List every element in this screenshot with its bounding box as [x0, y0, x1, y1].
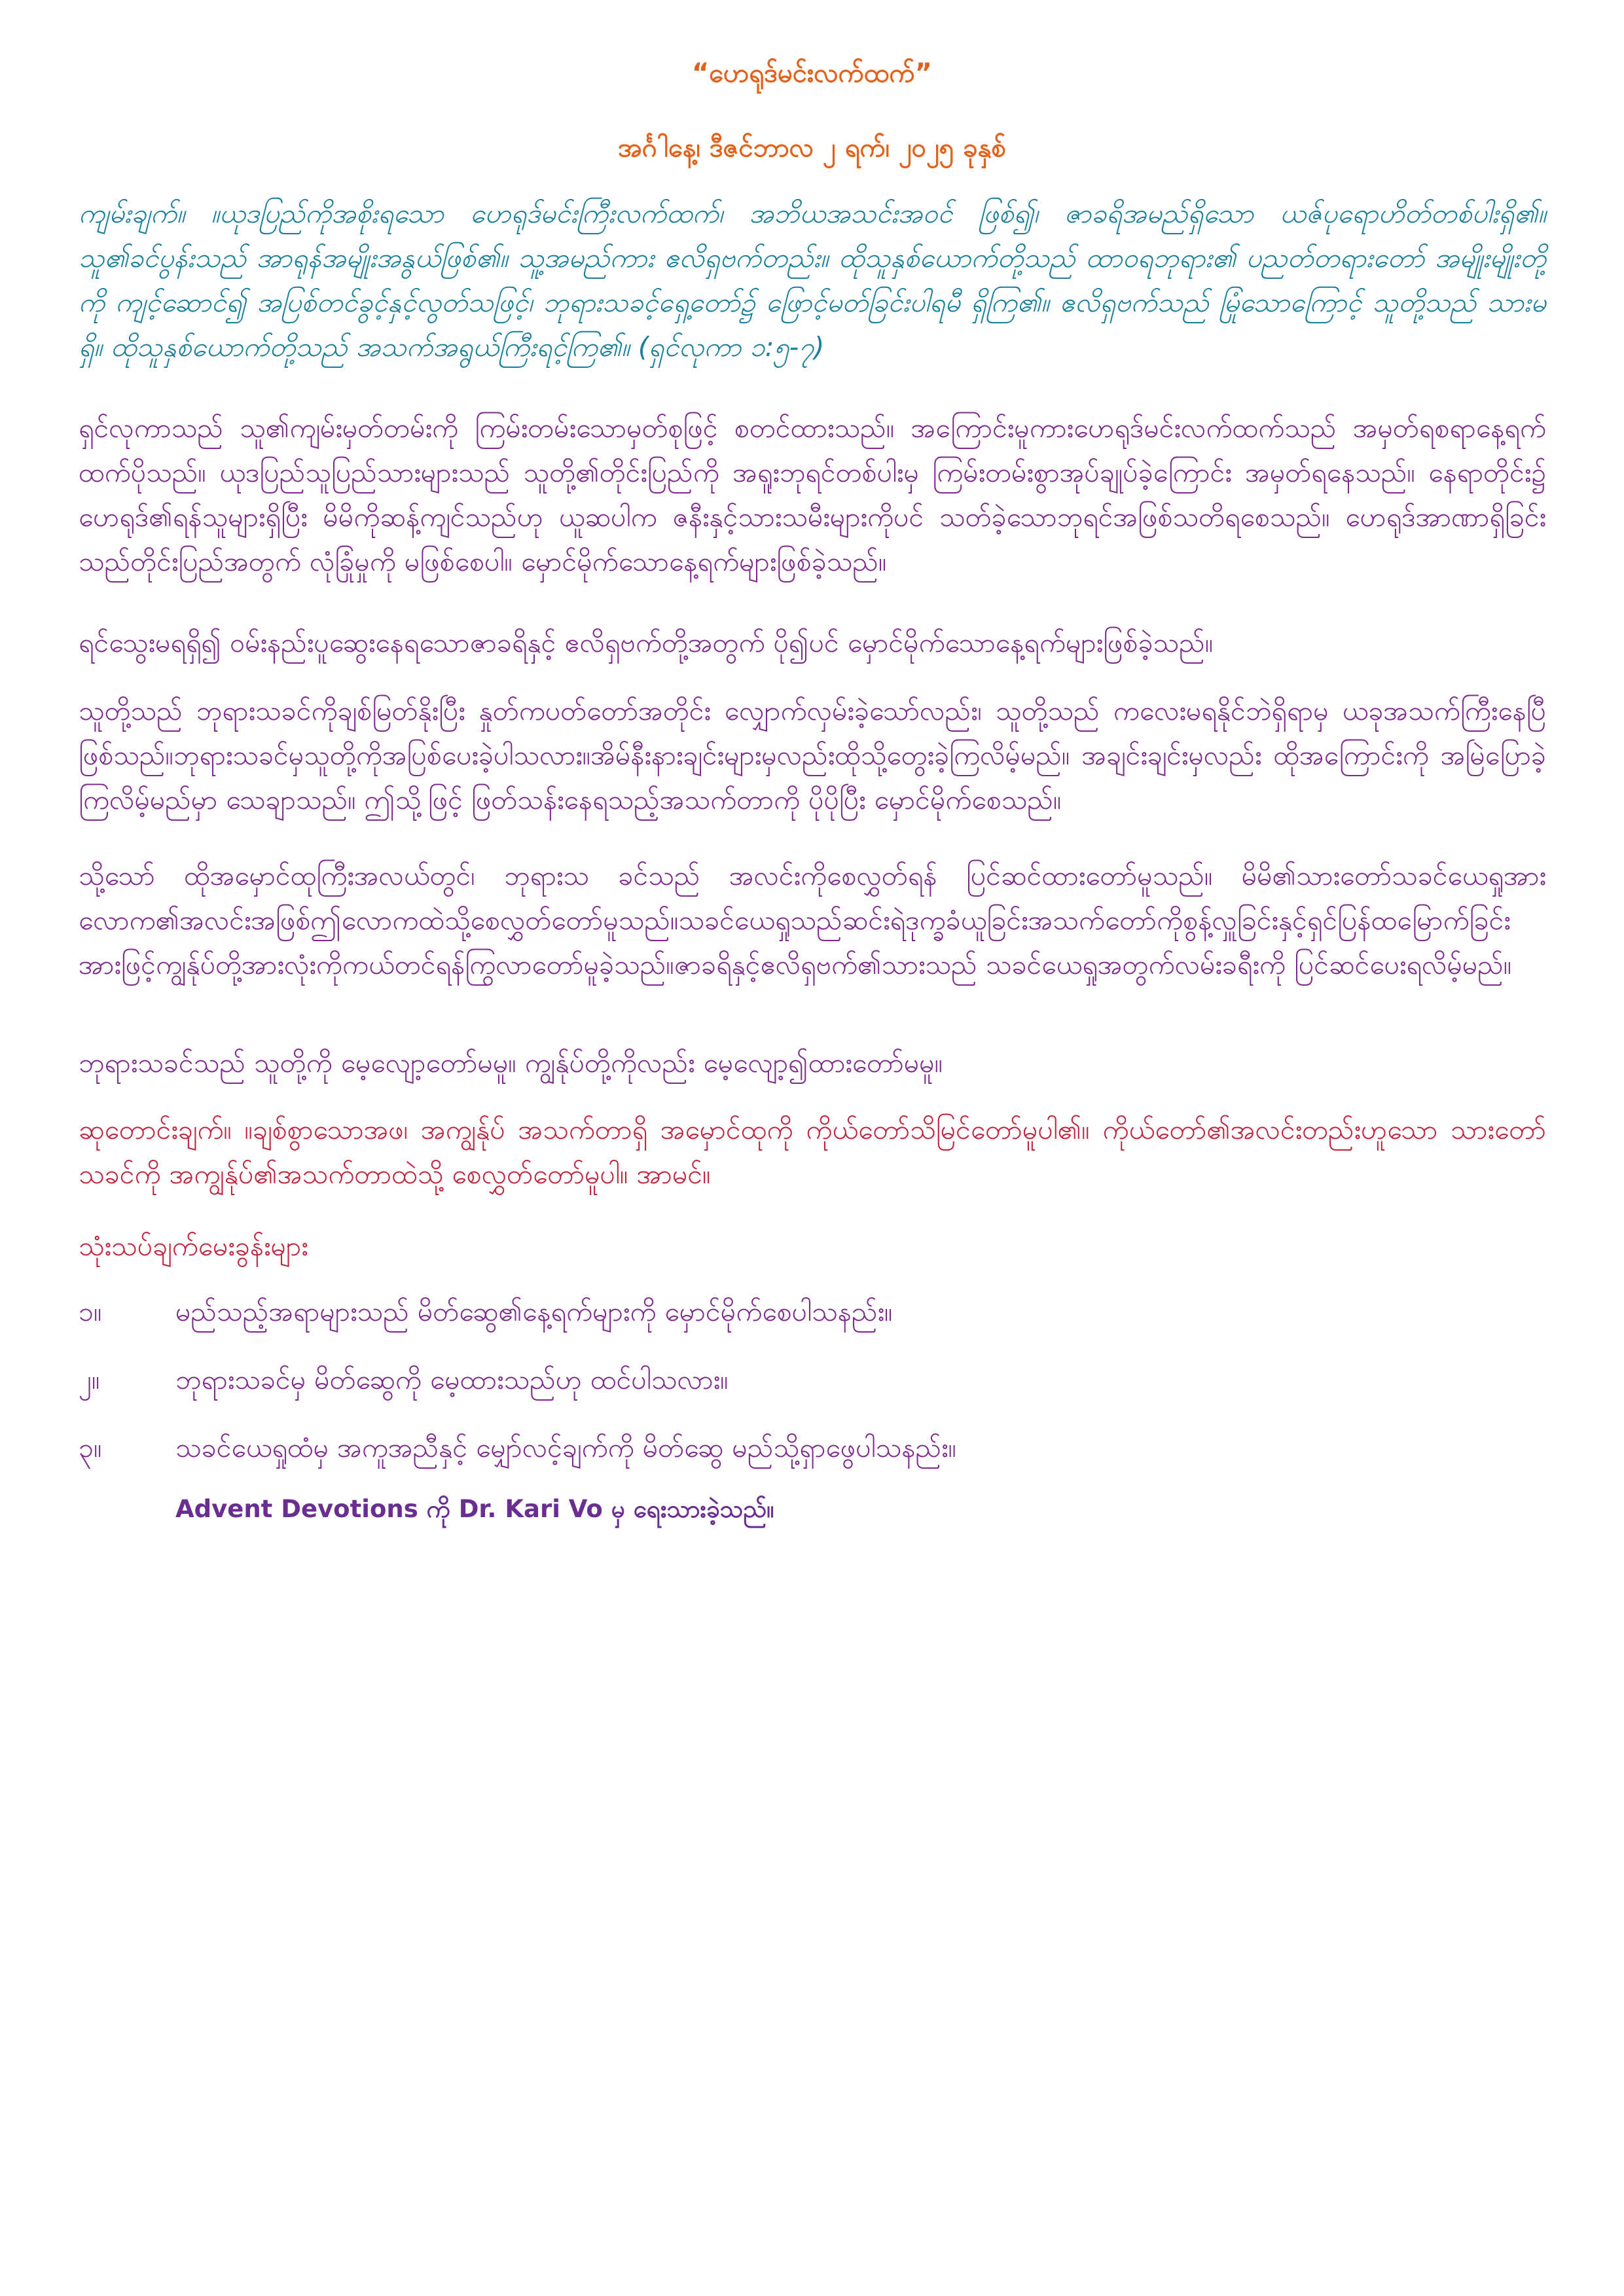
- body-paragraph-5: ဘုရားသခင်သည် သူတို့ကို မေ့လျော့တော်မမူ။ ကျွန်ုပ်တို့ကိုလည်း မေ့လျော့၍ထားတော်မမူ။: [79, 1047, 943, 1079]
- question-item: [79, 1289, 1546, 1357]
- body-paragraph-1: ရှင်လုကာသည် သူ၏ကျမ်းမှတ်တမ်းကို ကြမ်းတမ်းသောမှတ်စုဖြင့် စတင်ထားသည်။ အကြောင်းမူကားဟေရုဒ်မင်းလက်ထက်သည် အမှတ်ရစရာနေ့ရက်ထက်ပိုသည်။ ယုဒပြည်သူပြည်သားများသည် သူတို့၏တိုင်းပြည်ကို အရူးဘုရင်တစ်ပါးမှ ကြမ်းတမ်းစွာအုပ်ချုပ်ခဲ့ကြောင်း အမှတ်ရနေသည်။ နေရာတိုင်း၌ ဟေရုဒ်၏ရန်သူများရှိပြီး မိမိကိုဆန့်ကျင်သည်ဟု ယူဆပါက ဇနီးနှင့်သားသမီးများကိုပင် သတ်ခဲ့သောဘုရင်အဖြစ်သတိရစေသည်။ ဟေရုဒ်အာဏာရှိခြင်းသည်တိုင်းပြည်အတွက် လုံခြုံမှုကို မဖြစ်စေပါ။ မှောင်မိုက်သောနေ့ရက်များဖြစ်ခဲ့သည်။: [79, 412, 1546, 577]
- body-paragraph-2: ရင်သွေးမရရှိ၍ ဝမ်းနည်းပူဆွေးနေရသောဇာခရိနှင့် ဧလိရှဗက်တို့အတွက် ပို၍ပင် မှောင်မိုက်သောနေ့ရက်များဖြစ်ခဲ့သည်။: [79, 627, 1214, 658]
- devotion-date: အင်္ဂါနေ့၊ ဒီဇင်ဘာလ ၂ ရက်၊ ၂၀၂၅ ခုနှစ်: [618, 133, 1006, 163]
- question-text: မည်သည့်အရာများသည် မိတ်ဆွေ၏နေ့ရက်များကို မှောင်မိုက်စေပါသနည်း။: [175, 1296, 893, 1327]
- devotion-title: “ဟေရုဒ်မင်းလက်ထက်”: [692, 58, 932, 88]
- body-paragraph-3: သူတို့သည် ဘုရားသခင်ကိုချစ်မြတ်နိုးပြီး နှုတ်ကပတ်တော်အတိုင်း လျှောက်လှမ်းခဲ့သော်လည်း၊ သူတို့သည် ကလေးမရနိုင်ဘဲရှိရာမှ ယခုအသက်ကြီးနေပြီဖြစ်သည်။ဘုရားသခင်မှသူတို့ကိုအပြစ်ပေးခဲ့ပါသလား။အိမ်နီးနားချင်းများမှလည်းထိုသို့တွေးခဲ့ကြလိမ့်မည်။ အချင်းချင်းမှလည်း ထိုအကြောင်းကို အမြဲပြောခဲ့ကြလိမ့်မည်မှာ သေချာသည်။ ဤသို့ဖြင့် ဖြတ်သန်းနေရသည့်အသက်တာကို ပိုပိုပြီး မှောင်မိုက်စေသည်။: [79, 695, 1546, 816]
- question-number: ၁။: [79, 1296, 102, 1327]
- reflection-questions-heading: သုံးသပ်ချက်မေးခွန်းများ: [79, 1230, 308, 1262]
- question-number: ၃။: [79, 1432, 102, 1463]
- body-paragraph-4: သို့သော် ထိုအမှောင်ထုကြီးအလယ်တွင်၊ ဘုရားသ ခင်သည် အလင်းကိုစေလွှတ်ရန် ပြင်ဆင်ထားတော်မူသည်။ မိမိ၏သားတော်သခင်ယေရှုအား လောက၏အလင်းအဖြစ်ဤလောကထဲသို့စေလွှတ်တော်မူသည်။သခင်ယေရှုသည်ဆင်းရဲဒုက္ခခံယူခြင်းအသက်တော်ကိုစွန့်လှူခြင်းနှင့်ရှင်ပြန်ထမြောက်ခြင်းအားဖြင့်ကျွန်ုပ်တို့အားလုံးကိုကယ်တင်ရန်ကြွလာတော်မူခဲ့သည်။ဇာခရိနှင့်ဧလိရှဗက်၏သားသည် သခင်ယေရှုအတွက်လမ်းခရီးကို ပြင်ဆင်ပေးရလိမ့်မည်။: [79, 860, 1546, 980]
- question-item: [79, 1357, 1546, 1426]
- author-credit: Advent Devotions ကို Dr. Kari Vo မှ ရေးသားခဲ့သည်။: [175, 1495, 774, 1523]
- scripture-passage: ကျမ်းချက်။ ။ယုဒပြည်ကိုအစိုးရသော ဟေရုဒ်မင်းကြီးလက်ထက်၊ အဘိယအသင်းအဝင် ဖြစ်၍၊ ဇာခရိအမည်ရှိသော ယဇ်ပုရောဟိတ်တစ်ပါးရှိ၏။ သူ၏ခင်ပွန်းသည် အာရုန်အမျိုးအနွယ်ဖြစ်၏။ သူ့အမည်ကား ဧလိရှဗက်တည်း။ ထိုသူနှစ်ယောက်တို့သည် ထာဝရဘုရား၏ ပညတ်တရားတော် အမျိုးမျိုးတို့ကို ကျင့်ဆောင်၍ အပြစ်တင်ခွင့်နှင့်လွတ်သဖြင့်၊ ဘုရားသခင့်ရှေ့တော်၌ ဖြောင့်မတ်ခြင်းပါရမီ ရှိကြ၏။ ဧလိရှဗက်သည် မြုံသောကြောင့် သူတို့သည် သားမရှိ။ ထိုသူနှစ်ယောက်တို့သည် အသက်အရွယ်ကြီးရင့်ကြ၏။ (ရှင်လုကာ ၁:၅-၇): [79, 198, 1546, 363]
- question-text: သခင်ယေရှုထံမှ အကူအညီနှင့် မျှော်လင့်ချက်ကို မိတ်ဆွေ မည်သို့ရှာဖွေပါသနည်း။: [175, 1432, 957, 1463]
- prayer-paragraph: ဆုတောင်းချက်။ ။ချစ်စွာသောအဖ၊ အကျွန်ုပ် အသက်တာရှိ အမှောင်ထုကို ကိုယ်တော်သိမြင်တော်မူပါ၏။ ကိုယ်တော်၏အလင်းတည်းဟူသော သားတော်သခင်ကို အကျွန်ုပ်၏အသက်တာထဲသို့ စေလွှတ်တော်မူပါ။ အာမင်။: [79, 1114, 1546, 1190]
- question-text: ဘုရားသခင်မှ မိတ်ဆွေကို မေ့ထားသည်ဟု ထင်ပါသလား။: [175, 1364, 729, 1395]
- question-item: [79, 1426, 1546, 1494]
- question-number: ၂။: [79, 1364, 100, 1395]
- reflection-questions-list: [79, 1289, 1546, 1494]
